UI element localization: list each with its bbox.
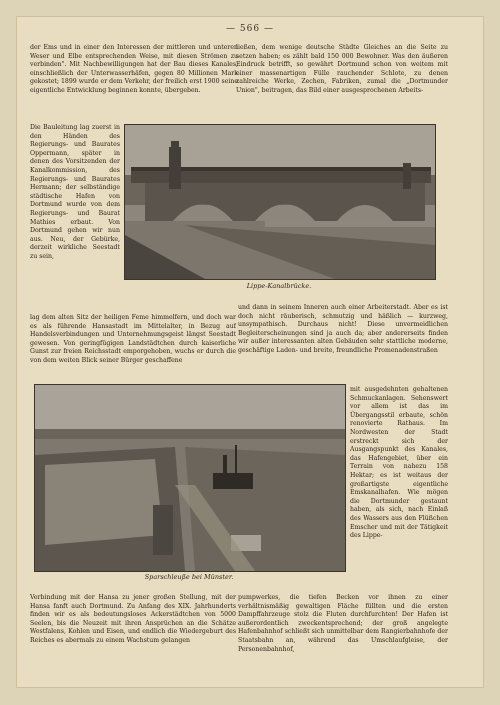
text-right-narrow [350, 386, 448, 582]
bridge-photo [124, 124, 436, 280]
text-bottom-right [238, 594, 448, 680]
paragraph: Verbindung mit der Hansa zu jener großen Stellung, mit der Hansa fanft auch Dortmund. Zu Anfang des XIX. Jahrhunderts finden wir es als bedeutungsloses Ackerstädtchen von 5000 Seelen, bis die Neuzeit mit ihren Ansprüchen an die Schätze Westfalens, Kohlen und Eisen, und endlich die Wiedergeburt des Reiches es abermals zu einem Wachstum gelangen [30, 594, 236, 644]
bridge-illustration [125, 125, 435, 279]
paragraph: der Ems und in einer den Interessen der mittleren und unteren Weser und Elbe entsprechenden Weise, mit diesen Strömen zu verbinden". Mit Nachbewilligungen hat der Bau dieses Kanales, einschließlich der Unterwasserhäfen, gegen 80 Millionen Mark gekostet; 1899 wurde er dem Verkehr, der freilich erst 1900 seine eigentliche Entwicklung beginnen konnte, übergeben. [30, 44, 238, 94]
paragraph: Die Bauleitung lag zuerst in den Händen des Regierungs- und Baurates Oppermann, später in denen des Vorsitzenden der Kanalkommission, des Regierungs- und Baurates Hermann; der selbständige städtische Hafen von Dortmund wurde von dem Regierungs- und Baurat Mathies erbaut. Von Dortmund gehen wir nun aus. Neu, der Gebürke, derzeit wirkliche Seestadt zu sein, [30, 124, 120, 260]
paragraph: und dann in seinem Inneren auch einer Arbeiterstadt. Aber es ist doch nicht räuberisch, schmutzig und häßlich — kurzweg, unsympathisch. Durchaus nicht! Diese unvermeidlichen Begleiterscheinungen sind ja auch da; aber andererseits finden wir außer interessanten alten Gebäuden sehr stattliche moderne, geschäftige Laden- und breite, freundliche Promenadenstraßen [238, 304, 448, 354]
page-number: — 566 — [226, 24, 274, 34]
lock-photo [34, 384, 346, 572]
paragraph: mit ausgedehnten gehaltenen Schmuckanlagen. Sehenswert vor allem ist das im Übergangsstil erbaute, schön renovierte Rathaus. Im Nordwesten der Stadt erstreckt sich der Ausgangspunkt des Kanales, das Hafengebiet, über ein Terrain von nahezu 158 Hektar; es ist weitaus der großartigste eigentliche Emskanalhafen. Wie mögen die Dortmunder gestaunt haben, als sich, nach Einlaß des Wassers aus den Flüßchen Emscher und mit der Tätigkeit des Lippe- [350, 386, 448, 540]
lock-illustration [35, 385, 345, 571]
paragraph: lag dem alten Sitz der heiligen Feme himmelfern, und doch war es als führende Hansastadt im Mittelalter, in Bezug auf Handelsverbindungen und Unternehmungsgeist längst Seestadt gewesen. Von geringfügigen Landstädtchen durch kaiserliche Gunst zur freien Reichsstadt emporgehoben, wuchs er durch die von dem weiten Blick seiner Bürger geschaffene [30, 314, 236, 364]
page [16, 16, 484, 688]
paragraph: pumpwerkes, die tiefen Becken vor ihnen zu einer verhältnismäßig gewaltigen Fläche füllten und die ersten Dampffahrzeuge stolz die Fluten durchfurchten! Der Hafen ist außerordentlich zweckentsprechend; der groß angelegte Hafenbahnhof schließt sich unmittelbar dem Rangierbahnhofe der Staatsbahn an, während das Umschlaufgleise, der Personenbahnhof, [238, 594, 448, 653]
lock-caption: Sparschleuße bei Münster. [144, 573, 234, 581]
text-mid-right [238, 304, 448, 382]
text-left-narrow [30, 124, 120, 314]
bridge-caption: Lippe-Kanalbrücke. [246, 282, 312, 290]
text-mid-left [30, 314, 236, 384]
text-bottom-left [30, 594, 236, 680]
paragraph: ließen, dem wenige deutsche Städte Gleiches an die Seite zu setzen haben; es zählt bald 150 000 Bewohner. Was den äußeren Eindruck betrifft, so gewährt Dortmund schon von weitem mit einer massenartigen Fülle rauchender Schlote, zu denen zahlreiche Werke, Zechen, Fabriken, zumal die „Dortmunder Union", beitragen, das Bild einer ausgesprochenen Arbeits- [236, 44, 448, 94]
